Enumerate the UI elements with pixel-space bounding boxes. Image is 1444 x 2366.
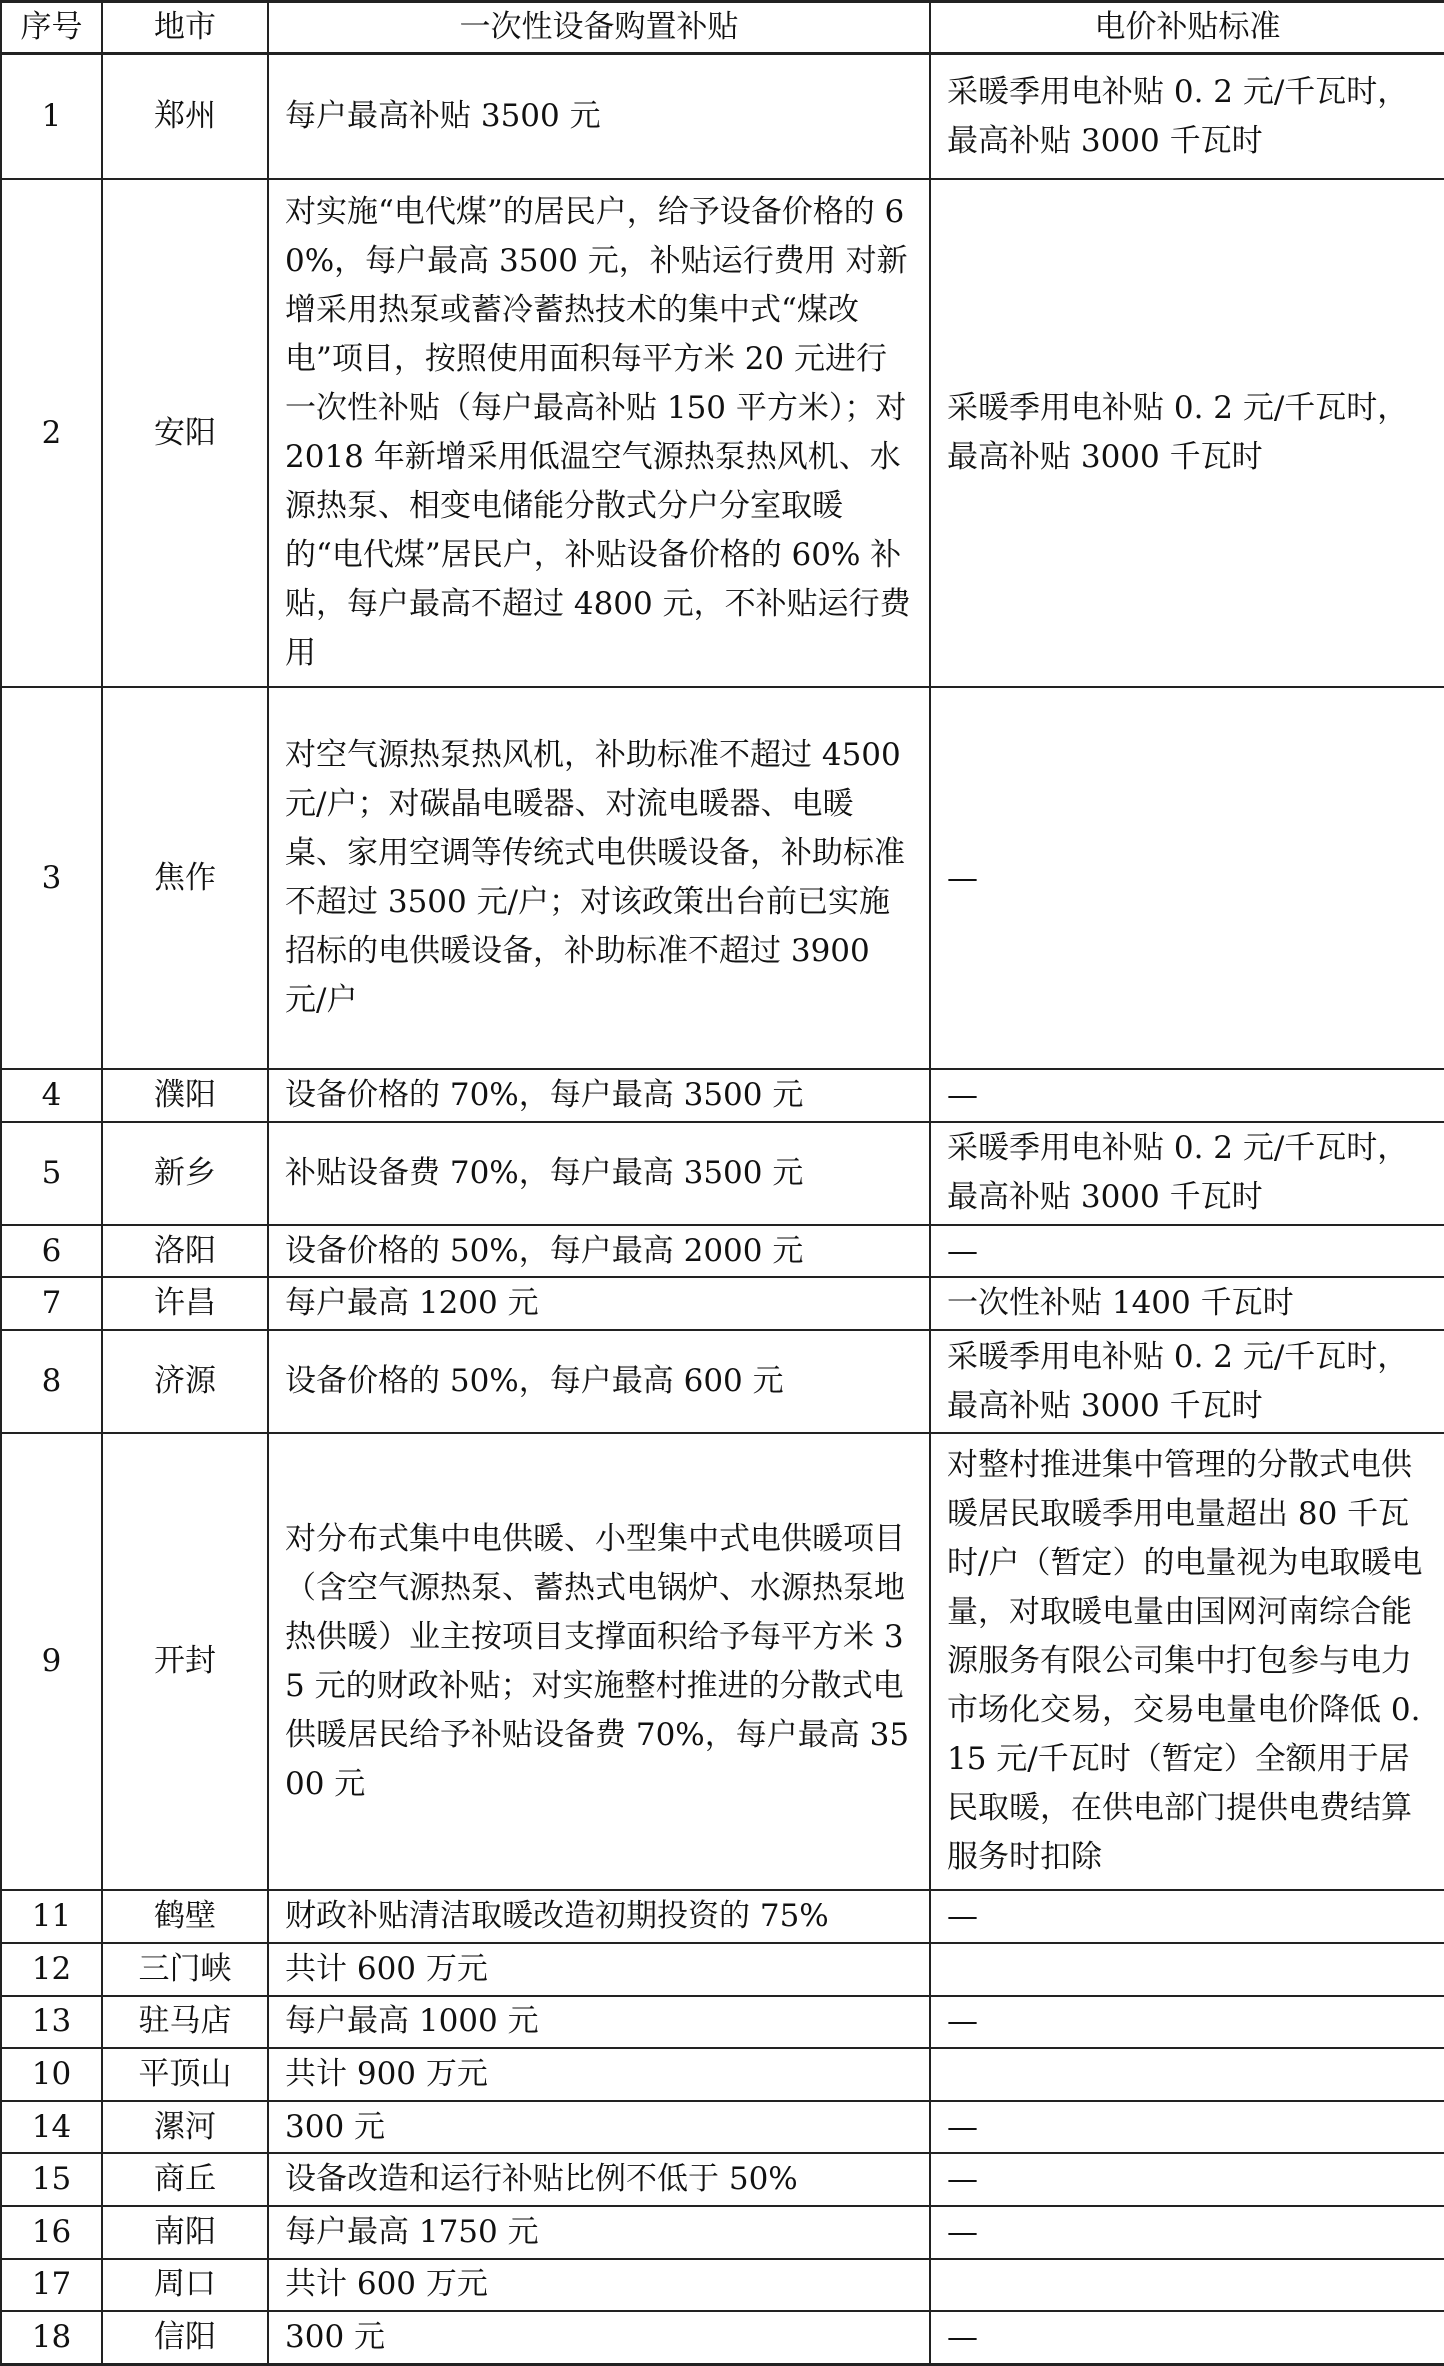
row-number: 16: [1, 2206, 102, 2259]
city-name: 郑州: [102, 54, 268, 180]
table-body: [1, 54, 1444, 2365]
price-subsidy: 采暖季用电补贴 0. 2 元/千瓦时，最高补贴 3000 千瓦时: [930, 179, 1444, 687]
city-name: 信阳: [102, 2311, 268, 2364]
city-name: 鹤壁: [102, 1890, 268, 1943]
equipment-subsidy: 每户最高 1000 元: [268, 1996, 930, 2049]
row-number: 10: [1, 2048, 102, 2101]
city-name: 三门峡: [102, 1943, 268, 1996]
price-subsidy: [930, 2259, 1444, 2312]
table-row: [1, 1330, 1444, 1433]
row-number: 12: [1, 1943, 102, 1996]
price-subsidy: [930, 2048, 1444, 2101]
equipment-subsidy: 300 元: [268, 2101, 930, 2154]
row-number: 2: [1, 179, 102, 687]
equipment-subsidy: 共计 600 万元: [268, 1943, 930, 1996]
row-number: 9: [1, 1433, 102, 1890]
header-row: [1, 2, 1444, 54]
equipment-subsidy: 300 元: [268, 2311, 930, 2364]
equipment-subsidy: 设备价格的 70%，每户最高 3500 元: [268, 1069, 930, 1122]
price-subsidy: [930, 1943, 1444, 1996]
table-row: [1, 1890, 1444, 1943]
equipment-subsidy: 对空气源热泵热风机，补助标准不超过 4500 元/户；对碳晶电暖器、对流电暖器、电暖桌、家用空调等传统式电供暖设备，补助标准不超过 3500 元/户；对该政策出台前已实施招标的电供暖设备，补助标准不超过 3900 元/户: [268, 687, 930, 1069]
price-subsidy: 采暖季用电补贴 0. 2 元/千瓦时，最高补贴 3000 千瓦时: [930, 1122, 1444, 1225]
equipment-subsidy: 补贴设备费 70%，每户最高 3500 元: [268, 1122, 930, 1225]
row-number: 4: [1, 1069, 102, 1122]
city-name: 济源: [102, 1330, 268, 1433]
header-equipment: 一次性设备购置补贴: [268, 2, 930, 54]
table-row: [1, 2153, 1444, 2206]
equipment-subsidy: 对实施“电代煤”的居民户，给予设备价格的 60%，每户最高 3500 元，补贴运行费用 对新增采用热泵或蓄冷蓄热技术的集中式“煤改电”项目，按照使用面积每平方米 20 元进行一次性补贴（每户最高补贴 150 平方米）；对 2018 年新增采用低温空气源热泵热风机、水源热泵、相变电储能分散式分户分室取暖的“电代煤”居民户，补贴设备价格的 60% 补贴，每户最高不超过 4800 元，不补贴运行费用: [268, 179, 930, 687]
equipment-subsidy: 设备价格的 50%，每户最高 600 元: [268, 1330, 930, 1433]
city-name: 开封: [102, 1433, 268, 1890]
city-name: 许昌: [102, 1277, 268, 1330]
row-number: 1: [1, 54, 102, 180]
table-row: [1, 1069, 1444, 1122]
price-subsidy: —: [930, 2153, 1444, 2206]
city-name: 安阳: [102, 179, 268, 687]
table-row: [1, 2101, 1444, 2154]
city-name: 洛阳: [102, 1225, 268, 1278]
price-subsidy: —: [930, 2206, 1444, 2259]
city-name: 驻马店: [102, 1996, 268, 2049]
table-row: [1, 54, 1444, 180]
equipment-subsidy: 每户最高补贴 3500 元: [268, 54, 930, 180]
row-number: 8: [1, 1330, 102, 1433]
row-number: 7: [1, 1277, 102, 1330]
city-name: 漯河: [102, 2101, 268, 2154]
price-subsidy: 采暖季用电补贴 0. 2 元/千瓦时，最高补贴 3000 千瓦时: [930, 1330, 1444, 1433]
price-subsidy: —: [930, 1225, 1444, 1278]
city-name: 焦作: [102, 687, 268, 1069]
table-row: [1, 1277, 1444, 1330]
city-name: 南阳: [102, 2206, 268, 2259]
equipment-subsidy: 每户最高 1750 元: [268, 2206, 930, 2259]
city-name: 周口: [102, 2259, 268, 2312]
price-subsidy: —: [930, 2101, 1444, 2154]
table-row: [1, 2311, 1444, 2364]
table-header: [1, 2, 1444, 54]
row-number: 11: [1, 1890, 102, 1943]
city-name: 商丘: [102, 2153, 268, 2206]
equipment-subsidy: 设备改造和运行补贴比例不低于 50%: [268, 2153, 930, 2206]
row-number: 15: [1, 2153, 102, 2206]
header-num: 序号: [1, 2, 102, 54]
city-name: 濮阳: [102, 1069, 268, 1122]
equipment-subsidy: 共计 900 万元: [268, 2048, 930, 2101]
row-number: 13: [1, 1996, 102, 2049]
row-number: 17: [1, 2259, 102, 2312]
equipment-subsidy: 对分布式集中电供暖、小型集中式电供暖项目（含空气源热泵、蓄热式电锅炉、水源热泵地热供暖）业主按项目支撑面积给予每平方米 35 元的财政补贴；对实施整村推进的分散式电供暖居民给予补贴设备费 70%，每户最高 3500 元: [268, 1433, 930, 1890]
row-number: 6: [1, 1225, 102, 1278]
table-row: [1, 1122, 1444, 1225]
row-number: 5: [1, 1122, 102, 1225]
city-name: 新乡: [102, 1122, 268, 1225]
table-row: [1, 179, 1444, 687]
table-row: [1, 1433, 1444, 1890]
row-number: 18: [1, 2311, 102, 2364]
equipment-subsidy: 每户最高 1200 元: [268, 1277, 930, 1330]
table-row: [1, 2206, 1444, 2259]
table-row: [1, 687, 1444, 1069]
header-price: 电价补贴标准: [930, 2, 1444, 54]
header-city: 地市: [102, 2, 268, 54]
equipment-subsidy: 共计 600 万元: [268, 2259, 930, 2312]
city-name: 平顶山: [102, 2048, 268, 2101]
price-subsidy: —: [930, 1996, 1444, 2049]
table-row: [1, 2259, 1444, 2312]
table-row: [1, 2048, 1444, 2101]
price-subsidy: —: [930, 1890, 1444, 1943]
row-number: 3: [1, 687, 102, 1069]
row-number: 14: [1, 2101, 102, 2154]
table-row: [1, 1943, 1444, 1996]
equipment-subsidy: 财政补贴清洁取暖改造初期投资的 75%: [268, 1890, 930, 1943]
price-subsidy: 对整村推进集中管理的分散式电供暖居民取暖季用电量超出 80 千瓦时/户（暂定）的电量视为电取暖电量，对取暖电量由国网河南综合能源服务有限公司集中打包参与电力市场化交易，交易电量电价降低 0. 15 元/千瓦时（暂定）全额用于居民取暖，在供电部门提供电费结算服务时扣除: [930, 1433, 1444, 1890]
price-subsidy: —: [930, 2311, 1444, 2364]
price-subsidy: 采暖季用电补贴 0. 2 元/千瓦时，最高补贴 3000 千瓦时: [930, 54, 1444, 180]
table-row: [1, 1996, 1444, 2049]
price-subsidy: —: [930, 1069, 1444, 1122]
price-subsidy: 一次性补贴 1400 千瓦时: [930, 1277, 1444, 1330]
equipment-subsidy: 设备价格的 50%，每户最高 2000 元: [268, 1225, 930, 1278]
price-subsidy: —: [930, 687, 1444, 1069]
table-row: [1, 1225, 1444, 1278]
